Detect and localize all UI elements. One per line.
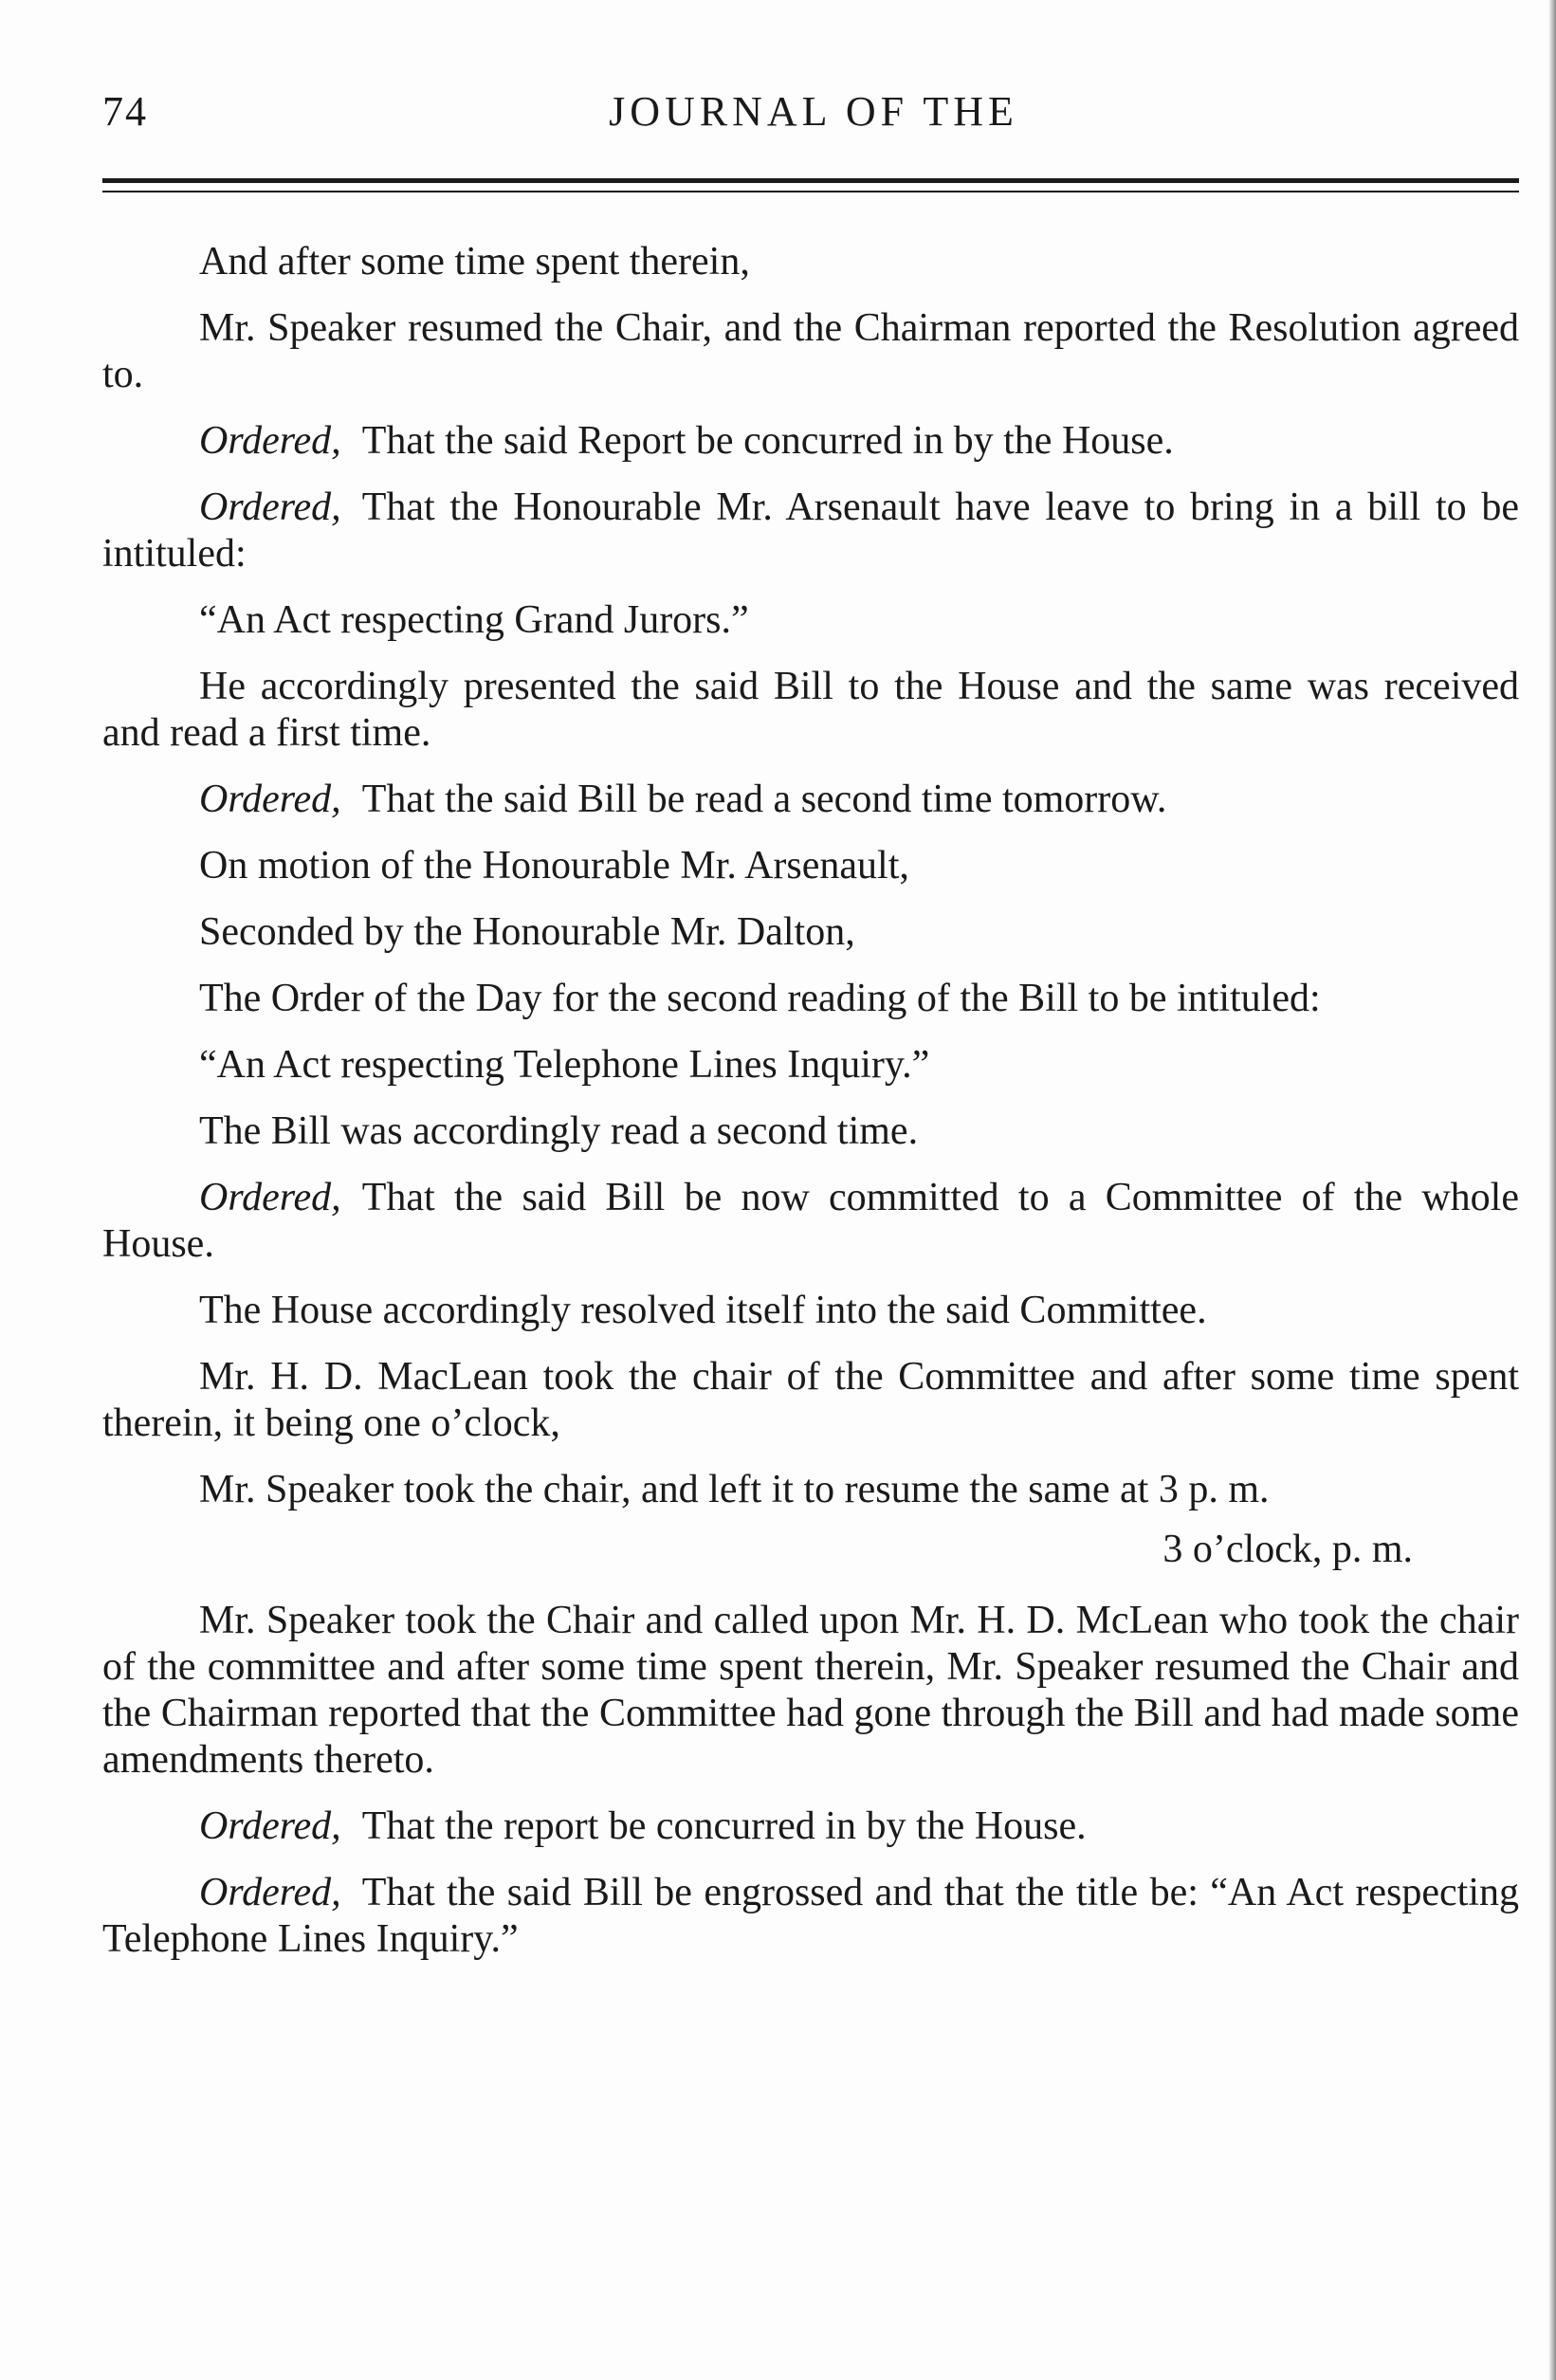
paragraph-text: Mr. Speaker took the Chair and called upon Mr. H. D. McLean who took the chair of the committee and after some time spent therein, Mr. Speaker resumed the Chair and the Chairman reported that the Committee had gone through the Bill and had made some amendments thereto. xyxy=(102,1599,1519,1782)
header-rule-thick xyxy=(102,178,1519,183)
paragraph-text: That the report be concurred in by the House. xyxy=(361,1804,1087,1848)
page-edge-shadow xyxy=(1548,0,1556,2380)
ordered-paragraph xyxy=(102,418,1519,465)
paragraph-text: The House accordingly resolved itself into the said Committee. xyxy=(199,1289,1207,1332)
paragraph xyxy=(102,1288,1519,1334)
page-header xyxy=(102,87,1525,144)
ordered-paragraph xyxy=(102,1175,1519,1268)
running-head: JOURNAL OF THE xyxy=(609,88,1018,135)
paragraph xyxy=(102,664,1519,757)
bill-title-text: “An Act respecting Grand Jurors.” xyxy=(199,598,749,642)
bill-title xyxy=(102,597,1519,644)
ordered-label: Ordered, xyxy=(199,419,341,463)
paragraph xyxy=(102,1467,1519,1513)
journal-body xyxy=(102,239,1519,1983)
time-heading-text: 3 o’clock, p. m. xyxy=(1162,1528,1413,1571)
paragraph-text: The Order of the Day for the second reading of the Bill to be intituled: xyxy=(199,977,1321,1020)
paragraph xyxy=(102,305,1519,398)
ordered-paragraph xyxy=(102,1870,1519,1963)
paragraph-text: That the said Bill be read a second time tomorrow. xyxy=(361,778,1167,821)
paragraph-text: That the said Bill be now committed to a Committee of the whole House. xyxy=(102,1176,1519,1266)
paragraph-text: Seconded by the Honourable Mr. Dalton, xyxy=(199,910,855,954)
paragraph xyxy=(102,909,1519,956)
bill-title xyxy=(102,1042,1519,1089)
paragraph-text: And after some time spent therein, xyxy=(199,240,750,284)
ordered-label: Ordered, xyxy=(199,485,341,529)
paragraph xyxy=(102,1354,1519,1447)
ordered-paragraph xyxy=(102,1803,1519,1850)
paragraph-text: He accordingly presented the said Bill to the House and the same was received and read a first time. xyxy=(102,665,1519,755)
ordered-label: Ordered, xyxy=(199,778,341,821)
paragraph-text: The Bill was accordingly read a second time. xyxy=(199,1109,919,1153)
paragraph-text: Mr. H. D. MacLean took the chair of the Committee and after some time spent therein, it being one o’clock, xyxy=(102,1355,1519,1445)
paragraph-text: That the said Report be concurred in by the House. xyxy=(361,419,1174,463)
header-rule-thin xyxy=(102,191,1519,192)
paragraph xyxy=(102,976,1519,1022)
paragraph-text: That the Honourable Mr. Arsenault have leave to bring in a bill to be intituled: xyxy=(102,485,1519,576)
time-heading xyxy=(102,1527,1519,1573)
paragraph xyxy=(102,1108,1519,1155)
paragraph xyxy=(102,1598,1519,1784)
paragraph-text: Mr. Speaker resumed the Chair, and the Chairman reported the Resolution agreed to. xyxy=(102,306,1519,396)
paragraph-text: That the said Bill be engrossed and that the title be: “An Act respecting Telephone Lines Inquiry.” xyxy=(102,1871,1519,1961)
ordered-paragraph xyxy=(102,777,1519,823)
ordered-label: Ordered, xyxy=(199,1871,341,1914)
paragraph-text: Mr. Speaker took the chair, and left it to resume the same at 3 p. m. xyxy=(199,1468,1270,1511)
bill-title-text: “An Act respecting Telephone Lines Inquiry.” xyxy=(199,1043,930,1087)
page-number: 74 xyxy=(102,88,148,135)
ordered-label: Ordered, xyxy=(199,1176,341,1219)
paragraph xyxy=(102,843,1519,889)
ordered-label: Ordered, xyxy=(199,1804,341,1848)
paragraph xyxy=(102,239,1519,285)
paragraph-text: On motion of the Honourable Mr. Arsenault, xyxy=(199,844,909,888)
ordered-paragraph xyxy=(102,485,1519,577)
